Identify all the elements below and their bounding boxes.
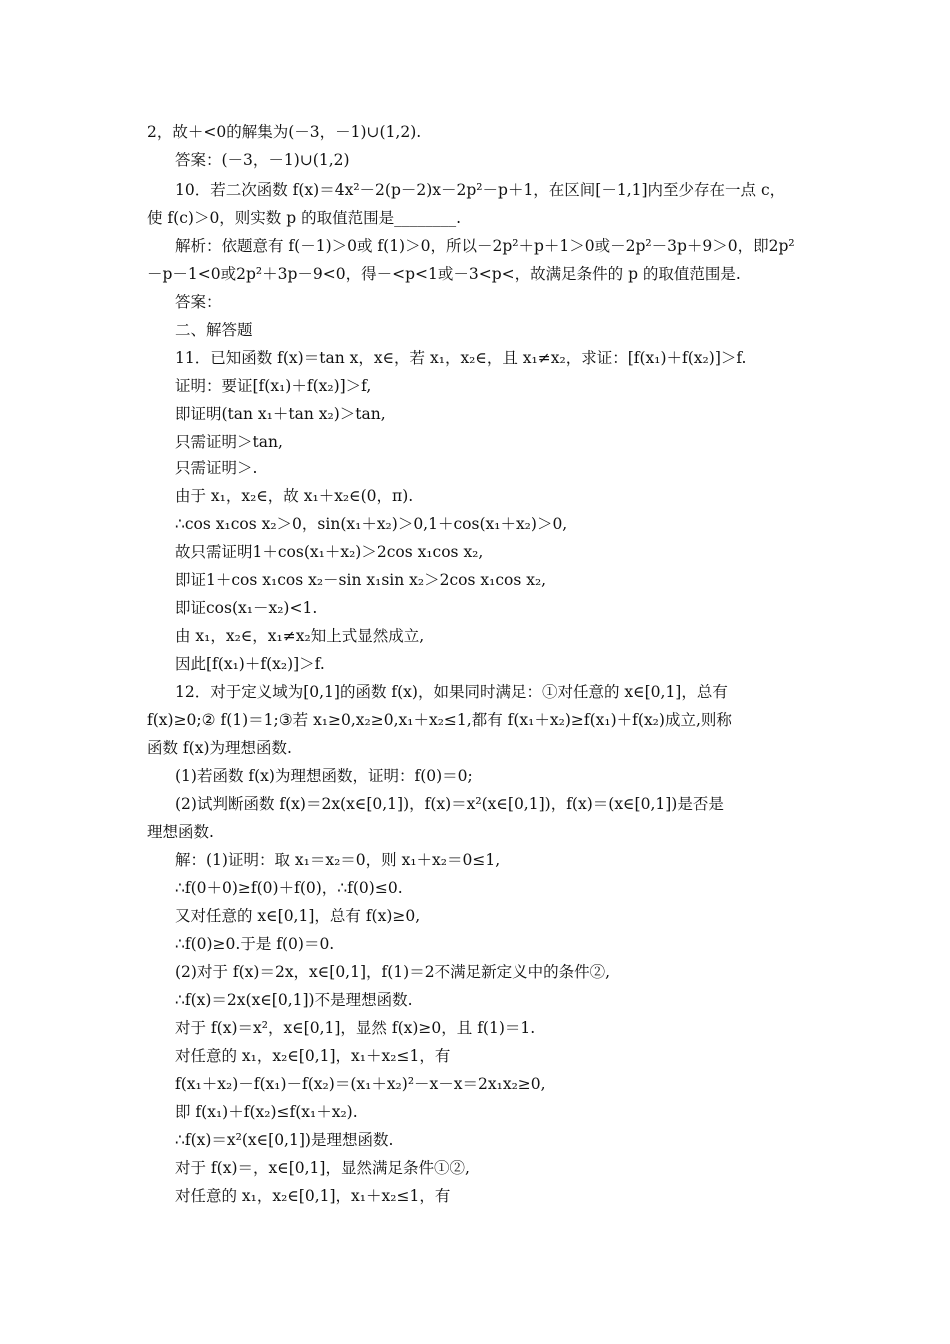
text-line: f(x)≥0;② f(1)＝1;③若 x₁≥0,x₂≥0,x₁＋x₂≤1,都有 f(x₁＋x₂)≥f(x₁)＋f(x₂)成立,则称 (147, 711, 732, 729)
text-line: 即证明(tan x₁＋tan x₂)＞tan, (175, 405, 386, 423)
text-line: 即 f(x₁)＋f(x₂)≤f(x₁＋x₂). (175, 1103, 358, 1121)
text-line: 11．已知函数 f(x)＝tan x，x∈，若 x₁，x₂∈，且 x₁≠x₂，求证：[f(x₁)＋f(x₂)]＞f. (175, 349, 747, 367)
text-line: f(x₁＋x₂)－f(x₁)－f(x₂)＝(x₁＋x₂)²－x－x＝2x₁x₂≥0, (175, 1075, 546, 1093)
text-line: ∴f(0)≥0.于是 f(0)＝0. (175, 935, 335, 953)
text-line: 由于 x₁，x₂∈，故 x₁＋x₂∈(0，π). (175, 487, 414, 505)
text-line: 理想函数. (147, 823, 214, 841)
text-line: 对任意的 x₁，x₂∈[0,1]，x₁＋x₂≤1，有 (175, 1047, 451, 1065)
text-line: ∴f(x)＝x²(x∈[0,1])是理想函数. (175, 1131, 394, 1149)
text-line: 对任意的 x₁，x₂∈[0,1]，x₁＋x₂≤1，有 (175, 1187, 451, 1205)
text-line: ∴f(0＋0)≥f(0)＋f(0)，∴f(0)≤0. (175, 879, 403, 897)
text-line: 12．对于定义域为[0,1]的函数 f(x)，如果同时满足：①对任意的 x∈[0,1]，总有 (175, 683, 728, 701)
text-line: 解析：依题意有 f(－1)＞0或 f(1)＞0，所以－2p²＋p＋1＞0或－2p²－3p＋9＞0，即2p² (175, 237, 795, 255)
text-line: (2)试判断函数 f(x)＝2x(x∈[0,1])，f(x)＝x²(x∈[0,1])，f(x)＝(x∈[0,1])是否是 (175, 795, 724, 813)
text-line: 对于 f(x)＝x²，x∈[0,1]，显然 f(x)≥0，且 f(1)＝1. (175, 1019, 536, 1037)
text-line: ∴f(x)＝2x(x∈[0,1])不是理想函数. (175, 991, 413, 1009)
text-line: ∴cos x₁cos x₂＞0，sin(x₁＋x₂)＞0,1＋cos(x₁＋x₂)＞0, (175, 515, 568, 533)
text-line: 答案： (175, 293, 222, 311)
text-line: 即证cos(x₁－x₂)<1. (175, 599, 318, 617)
text-line: 2，故＋<0的解集为(－3，－1)∪(1,2). (147, 123, 422, 141)
text-line: 又对任意的 x∈[0,1]，总有 f(x)≥0, (175, 907, 421, 925)
text-line: 只需证明＞tan, (175, 433, 283, 451)
text-line: 解：(1)证明：取 x₁＝x₂＝0，则 x₁＋x₂＝0≤1, (175, 851, 501, 869)
text-line: 即证1＋cos x₁cos x₂－sin x₁sin x₂＞2cos x₁cos x₂, (175, 571, 547, 589)
text-line: 对于 f(x)＝，x∈[0,1]，显然满足条件①②, (175, 1159, 470, 1177)
text-line: 因此[f(x₁)＋f(x₂)]＞f. (175, 655, 325, 673)
text-line: (1)若函数 f(x)为理想函数，证明：f(0)＝0; (175, 767, 473, 785)
text-line: 只需证明＞. (175, 459, 258, 477)
text-line: 证明：要证[f(x₁)＋f(x₂)]＞f, (175, 377, 372, 395)
text-line: (2)对于 f(x)＝2x，x∈[0,1]，f(1)＝2不满足新定义中的条件②, (175, 963, 611, 981)
text-line: 10．若二次函数 f(x)＝4x²－2(p－2)x－2p²－p＋1，在区间[－1,1]内至少存在一点 c， (175, 181, 786, 199)
section-heading: 二、解答题 (175, 321, 253, 339)
text-line: 故只需证明1＋cos(x₁＋x₂)＞2cos x₁cos x₂, (175, 543, 484, 561)
text-line: 使 f(c)＞0，则实数 p 的取值范围是________. (147, 209, 462, 227)
text-line: －p－1<0或2p²＋3p－9<0，得－<p<1或－3<p<，故满足条件的 p 的取值范围是. (147, 265, 741, 283)
text-line: 由 x₁，x₂∈，x₁≠x₂知上式显然成立, (175, 627, 425, 645)
text-line: 答案：(－3，－1)∪(1,2) (175, 151, 350, 169)
text-line: 函数 f(x)为理想函数. (147, 739, 292, 757)
